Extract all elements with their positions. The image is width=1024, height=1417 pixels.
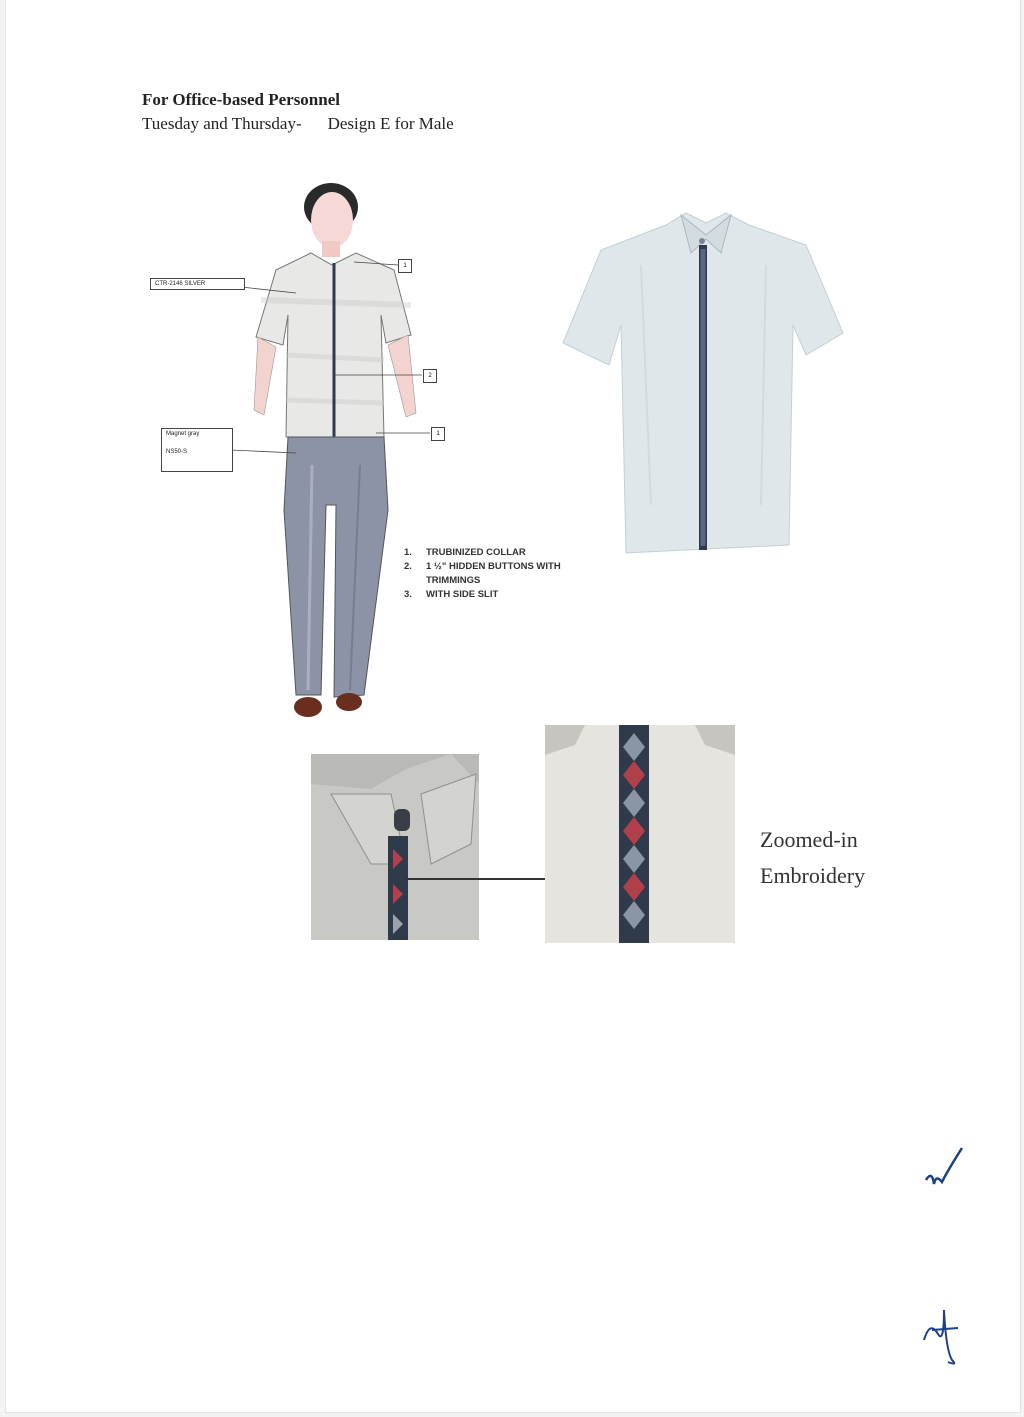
signature-initials-1 [918,1140,968,1200]
page-subtitle [142,114,454,134]
collar-closeup-photo [311,754,479,940]
marker-2: 2 [423,369,437,383]
fashion-sketch [136,175,456,735]
shirt-photo [561,205,851,560]
marker-1-bottom: 1 [431,427,445,441]
note-item: 1. TRUBINIZED COLLAR [404,547,526,558]
zoom-caption: Zoomed-in Embroidery [760,827,866,888]
document-page [6,0,1020,1412]
shirt-fabric-label: CTR-2146 SILVER [150,278,245,290]
design-text: Design E for Male [327,114,454,133]
marker-1-top: 1 [398,259,412,273]
pants-color-code: NS50-S [166,449,188,455]
zoomed-embroidery-photo [545,725,735,943]
pants-fabric-label [161,428,233,472]
schedule-text: Tuesday and Thursday- [142,114,302,133]
page-title: For Office-based Personnel [142,90,340,109]
signature-initials-2 [918,1290,968,1370]
note-item: 2. 1 ½" HIDDEN BUTTONS WITH TRIMMINGS [404,561,561,586]
pants-color-name: Magnet gray [166,431,200,437]
note-item: 3. WITH SIDE SLIT [404,589,499,600]
